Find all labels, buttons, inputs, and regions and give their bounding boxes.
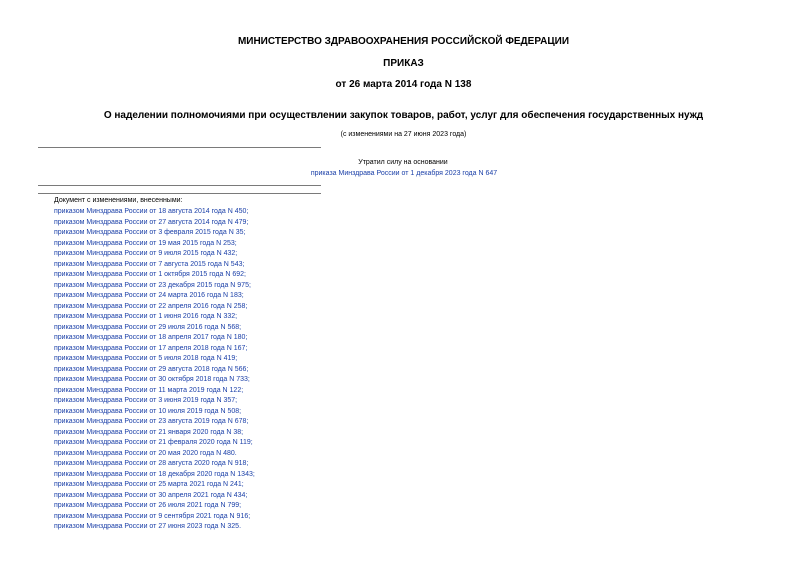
amendment-link[interactable]: приказом Минздрава России от 22 апреля 2016 года N 258; [54, 302, 248, 310]
amendment-link[interactable]: приказом Минздрава России от 18 декабря 2020 года N 1343; [54, 470, 255, 478]
amendment-link[interactable]: приказом Минздрава России от 28 августа 2020 года N 918; [54, 460, 249, 467]
amendments-header: Документ с изменениями, внесенными: [54, 197, 183, 204]
order-subject: О наделении полномочиями при осуществлении закупок товаров, работ, услуг для обеспечения государственных нужд [103, 110, 704, 121]
amendment-link[interactable]: приказом Минздрава России от 11 марта 2019 года N 122; [54, 386, 244, 394]
amendment-link[interactable]: приказом Минздрава России от 25 марта 2021 года N 241; [54, 481, 244, 488]
lost-force-label: Утратил силу на основании [358, 159, 448, 166]
amendment-link[interactable]: приказом Минздрава России от 26 июля 2021 года N 799; [54, 502, 242, 509]
amendment-link[interactable]: приказом Минздрава России от 30 октября 2018 года N 733; [54, 376, 250, 383]
amendment-link[interactable]: приказом Минздрава России от 21 января 2020 года N 38; [54, 428, 244, 436]
amendment-link[interactable]: приказом Минздрава России от 10 июля 2019 года N 508; [54, 407, 242, 415]
lost-force-link[interactable]: приказа Минздрава России от 1 декабря 2023 года N 647 [310, 170, 498, 177]
amendment-link[interactable]: приказом Минздрава России от 1 июня 2016 года N 332; [54, 313, 238, 320]
amendment-link[interactable]: приказом Минздрава России от 17 апреля 2018 года N 167; [54, 344, 248, 352]
amendment-link[interactable]: приказом Минздрава России от 18 августа 2014 года N 450; [54, 208, 249, 215]
ministry-heading: МИНИСТЕРСТВО ЗДРАВООХРАНЕНИЯ РОССИЙСКОЙ ФЕДЕРАЦИИ [237, 36, 570, 47]
divider [38, 147, 321, 148]
amendment-link[interactable]: приказом Минздрава России от 29 августа 2018 года N 566; [54, 365, 249, 373]
amendment-link[interactable]: приказом Минздрава России от 30 апреля 2021 года N 434; [54, 491, 248, 499]
amendment-link[interactable]: приказом Минздрава России от 7 августа 2015 года N 543; [54, 260, 245, 268]
amendment-link[interactable]: приказом Минздрава России от 24 марта 2016 года N 183; [54, 292, 244, 299]
amendment-link[interactable]: приказом Минздрава России от 27 августа 2014 года N 479; [54, 218, 249, 226]
amendment-link[interactable]: приказом Минздрава России от 20 мая 2020 года N 480. [54, 449, 237, 457]
amendment-link[interactable]: приказом Минздрава России от 27 июня 2023 года N 325. [54, 523, 242, 530]
order-date: от 26 марта 2014 года N 138 [335, 79, 472, 90]
amendment-link[interactable]: приказом Минздрава России от 23 декабря 2015 года N 975; [54, 281, 251, 289]
amendment-link[interactable]: приказом Минздрава России от 19 мая 2015 года N 253; [54, 239, 237, 247]
amendment-link[interactable]: приказом Минздрава России от 3 февраля 2015 года N 35; [54, 229, 246, 236]
amendment-link[interactable]: приказом Минздрава России от 29 июля 2016 года N 568; [54, 323, 242, 331]
amendment-link[interactable]: приказом Минздрава России от 18 апреля 2017 года N 180; [54, 334, 248, 341]
order-title: ПРИКАЗ [383, 58, 424, 69]
amendment-link[interactable]: приказом Минздрава России от 23 августа 2019 года N 678; [54, 418, 249, 425]
amendment-link[interactable]: приказом Минздрава России от 9 июля 2015 года N 432; [54, 250, 238, 257]
amendment-link[interactable]: приказом Минздрава России от 5 июля 2018 года N 419; [54, 355, 238, 362]
divider [38, 193, 321, 194]
amendment-link[interactable]: приказом Минздрава России от 21 февраля 2020 года N 119; [54, 439, 253, 446]
amendment-link[interactable]: приказом Минздрава России от 3 июня 2019 года N 357; [54, 397, 238, 404]
amendments-list [54, 207, 255, 533]
divider [38, 185, 321, 186]
edition-note: (с изменениями на 27 июня 2023 года) [340, 131, 467, 138]
amendment-link[interactable]: приказом Минздрава России от 1 октября 2015 года N 692; [54, 271, 246, 278]
amendment-link[interactable]: приказом Минздрава России от 9 сентября 2021 года N 916; [54, 512, 251, 520]
